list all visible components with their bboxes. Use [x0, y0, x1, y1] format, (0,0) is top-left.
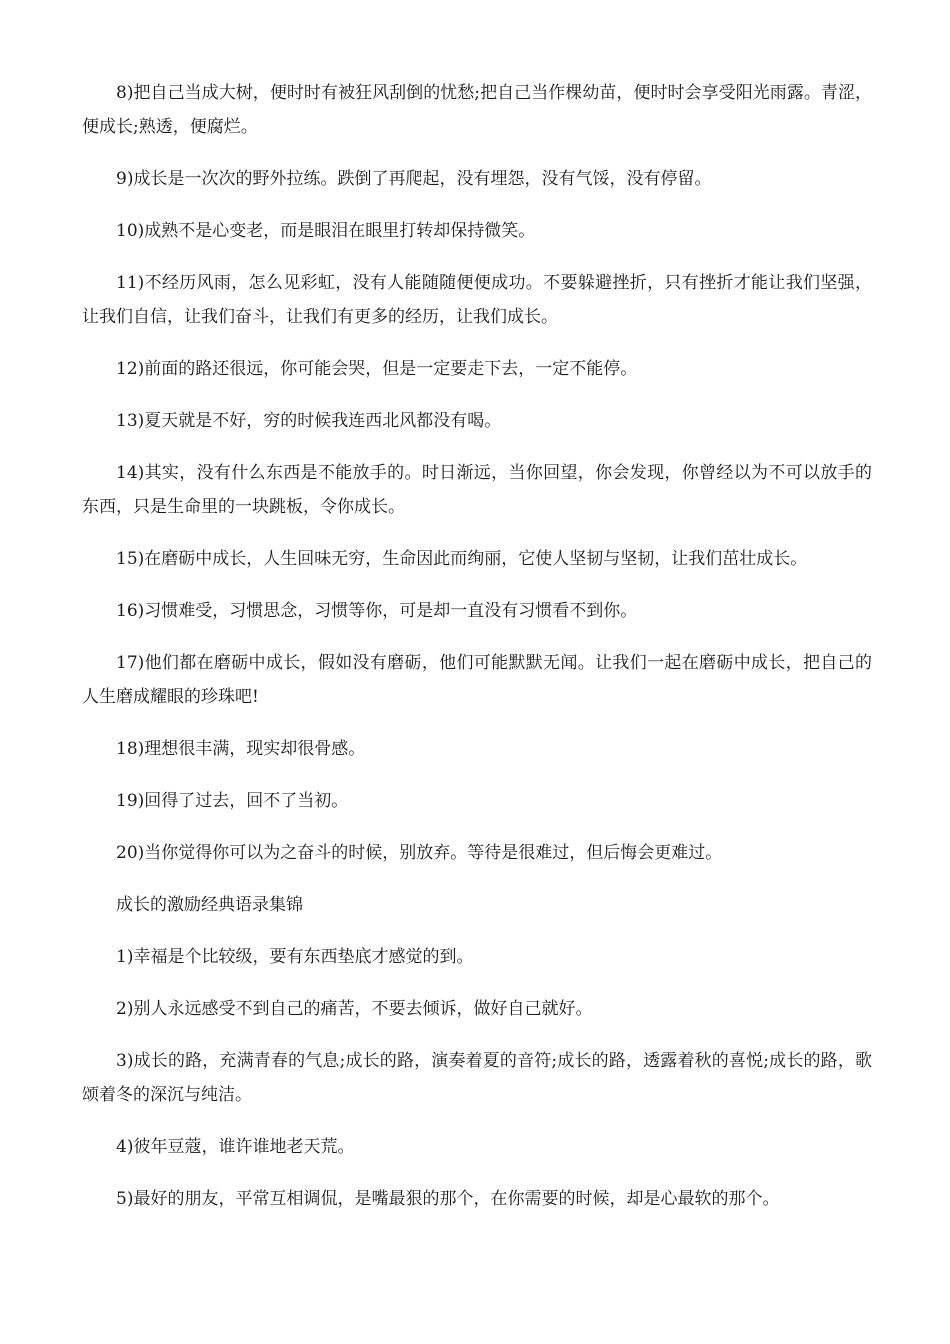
- paragraph-19: 19)回得了过去，回不了当初。: [116, 791, 349, 811]
- paragraph-15: 15)在磨砺中成长，人生回味无穷，生命因此而绚丽，它使人坚韧与坚韧，让我们茁壮成长。: [116, 549, 808, 569]
- paragraph-18: 18)理想很丰满，现实却很骨感。: [116, 739, 366, 759]
- document-body: [82, 76, 872, 1234]
- paragraph-17: 17)他们都在磨砺中成长，假如没有磨砺，他们可能默默无闻。让我们一起在磨砺中成长，把自己的人生磨成耀眼的珍珠吧!: [82, 653, 872, 707]
- paragraph-2: 2)别人永远感受不到自己的痛苦，不要去倾诉，做好自己就好。: [116, 999, 593, 1019]
- paragraph-4: 4)彼年豆蔻，谁许谁地老天荒。: [116, 1137, 355, 1157]
- paragraph-16: 16)习惯难受，习惯思念，习惯等你，可是却一直没有习惯看不到你。: [116, 601, 638, 621]
- paragraph-5: 5)最好的朋友，平常互相调侃，是嘴最狠的那个，在你需要的时候，却是心最软的那个。: [116, 1189, 780, 1209]
- paragraph-12: 12)前面的路还很远，你可能会哭，但是一定要走下去，一定不能停。: [116, 359, 638, 379]
- paragraph-3: 3)成长的路，充满青春的气息;成长的路，演奏着夏的音符;成长的路，透露着秋的喜悦;成长的路，歌颂着冬的深沉与纯洁。: [82, 1051, 872, 1105]
- paragraph-9: 9)成长是一次次的野外拉练。跌倒了再爬起，没有埋怨，没有气馁，没有停留。: [116, 169, 712, 189]
- paragraph-8: 8)把自己当成大树，便时时有被狂风刮倒的忧愁;把自己当作棵幼苗，便时时会享受阳光雨露。青涩，便成长;熟透，便腐烂。: [82, 83, 872, 137]
- section-heading: 成长的激励经典语录集锦: [116, 895, 303, 915]
- paragraph-11: 11)不经历风雨，怎么见彩虹，没有人能随随便便成功。不要躲避挫折，只有挫折才能让我们坚强，让我们自信，让我们奋斗，让我们有更多的经历，让我们成长。: [82, 273, 872, 327]
- paragraph-13: 13)夏天就是不好，穷的时候我连西北风都没有喝。: [116, 411, 502, 431]
- paragraph-20: 20)当你觉得你可以为之奋斗的时候，别放弃。等待是很难过，但后悔会更难过。: [116, 843, 723, 863]
- paragraph-1: 1)幸福是个比较级，要有东西垫底才感觉的到。: [116, 947, 474, 967]
- paragraph-14: 14)其实，没有什么东西是不能放手的。时日渐远，当你回望，你会发现，你曾经以为不可以放手的东西，只是生命里的一块跳板，令你成长。: [82, 463, 872, 517]
- paragraph-10: 10)成熟不是心变老，而是眼泪在眼里打转却保持微笑。: [116, 221, 536, 241]
